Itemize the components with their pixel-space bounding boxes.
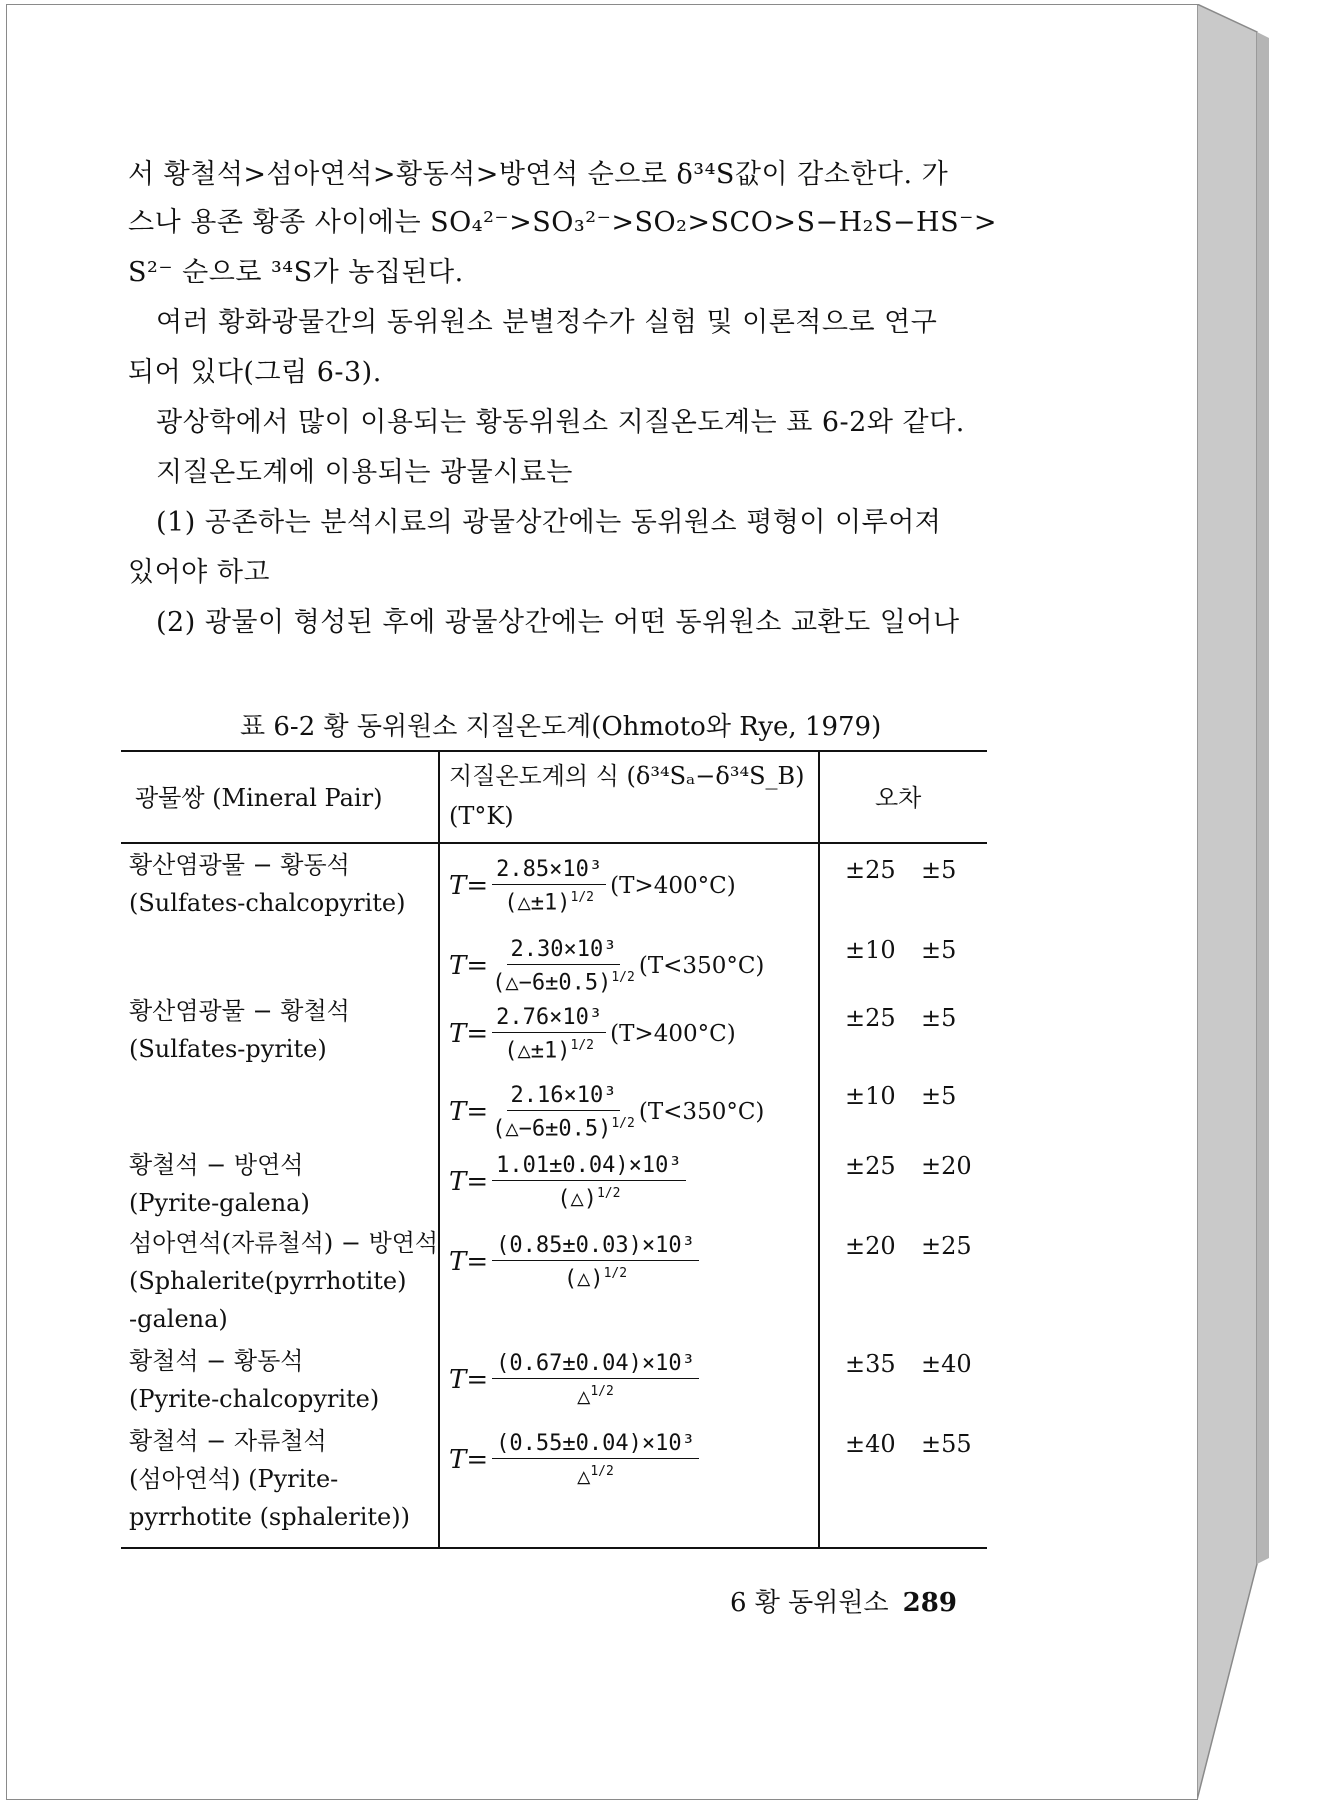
geothermometer-table bbox=[121, 750, 987, 1549]
geothermometer-formula: T= $\frac{\text{(0.55±0.04)×10³}}{\triangle^{1/2}}$ bbox=[449, 1430, 701, 1490]
paragraph-line: (1) 공존하는 분석시료의 광물상간에는 동위원소 평형이 이루어져 bbox=[156, 507, 942, 538]
paragraph-line: 있어야 하고 bbox=[128, 557, 270, 588]
mineral-pair-name: 황철석 − 자류철석 (섬아연석) (Pyrite- pyrrhotite (sphalerite)) bbox=[129, 1427, 410, 1531]
mineral-pair-name: 황철석 − 황동석 (Pyrite-chalcopyrite) bbox=[129, 1347, 380, 1413]
paragraph-line: 서 황철석>섬아연석>황동석>방연석 순으로 δ³⁴S값이 감소한다. 가 bbox=[128, 159, 949, 190]
geothermometer-formula: T= $\frac{\text{1.01±0.04)×10³}}{(\triangle)^{1/2}}$ bbox=[449, 1152, 688, 1212]
page-edge-graphic bbox=[1197, 4, 1269, 1800]
mineral-pair-name: 황철석 − 방연석 (Pyrite-galena) bbox=[129, 1151, 310, 1217]
paragraph-line: 광상학에서 많이 이용되는 황동위원소 지질온도계는 표 6-2와 같다. bbox=[156, 407, 965, 438]
mineral-pair-name: 섬아연석(자류철석) − 방연석 (Sphalerite(pyrrhotite) -galena) bbox=[129, 1229, 439, 1333]
column-divider bbox=[818, 752, 820, 1547]
paragraph-line: 스나 용존 황종 사이에는 SO₄²⁻>SO₃²⁻>SO₂>SCO>S−H₂S−HS⁻> bbox=[128, 207, 997, 238]
error-value: ±40 bbox=[921, 1350, 972, 1378]
error-value: ±5 bbox=[921, 1082, 957, 1110]
header-formula-unit: (T°K) bbox=[449, 802, 514, 830]
header-formula: 지질온도계의 식 (δ³⁴Sₐ−δ³⁴S_B) bbox=[449, 762, 805, 790]
page-footer bbox=[730, 1582, 957, 1619]
error-value: ±35 bbox=[845, 1350, 896, 1378]
error-value: ±40 bbox=[845, 1430, 896, 1458]
page-edge-stack bbox=[1197, 4, 1269, 1800]
error-value: ±25 bbox=[921, 1232, 972, 1260]
paragraph-line: 지질온도계에 이용되는 광물시료는 bbox=[156, 457, 573, 488]
error-value: ±5 bbox=[921, 1004, 957, 1032]
error-value: ±55 bbox=[921, 1430, 972, 1458]
geothermometer-formula: T= $\frac{\text{(0.85±0.03)×10³}}{(\triangle)^{1/2}}$ bbox=[449, 1232, 701, 1292]
geothermometer-formula: T= $\frac{\text{2.76×10³}}{(\triangle\pm 1)^{1/2}}$ (T>400°C) bbox=[449, 1005, 736, 1064]
header-mineral-pair: 광물쌍 (Mineral Pair) bbox=[135, 784, 383, 812]
error-value: ±25 bbox=[845, 856, 896, 884]
error-value: ±5 bbox=[921, 936, 957, 964]
error-value: ±10 bbox=[845, 1082, 896, 1110]
table-caption: 표 6-2 황 동위원소 지질온도계(Ohmoto와 Rye, 1979) bbox=[240, 712, 882, 742]
mineral-pair-name: 황산염광물 − 황철석 (Sulfates-pyrite) bbox=[129, 997, 350, 1063]
error-value: ±20 bbox=[921, 1152, 972, 1180]
geothermometer-formula: T= $\frac{\text{(0.67±0.04)×10³}}{\triangle^{1/2}}$ bbox=[449, 1350, 701, 1410]
geothermometer-formula: T= $\frac{\text{2.16×10³}}{(\triangle-6\pm 0.5)^{1/2}}$ (T<350°C) bbox=[449, 1083, 765, 1142]
page-number: 289 bbox=[902, 1588, 957, 1618]
error-value: ±20 bbox=[845, 1232, 896, 1260]
geothermometer-formula: T= $\frac{\text{2.30×10³}}{(\triangle-6\pm 0.5)^{1/2}}$ (T<350°C) bbox=[449, 937, 765, 996]
error-value: ±25 bbox=[845, 1152, 896, 1180]
paragraph-line: (2) 광물이 형성된 후에 광물상간에는 어떤 동위원소 교환도 일어나 bbox=[156, 607, 960, 638]
paragraph-line: 되어 있다(그림 6-3). bbox=[128, 357, 382, 388]
chapter-title: 6 황 동위원소 bbox=[730, 1588, 889, 1618]
error-value: ±10 bbox=[845, 936, 896, 964]
paragraph-line: S²⁻ 순으로 ³⁴S가 농집된다. bbox=[128, 257, 464, 288]
header-error: 오차 bbox=[875, 784, 922, 812]
header-divider bbox=[121, 842, 987, 844]
error-value: ±5 bbox=[921, 856, 957, 884]
geothermometer-formula: T= $\frac{\text{2.85×10³}}{(\triangle\pm 1)^{1/2}}$ (T>400°C) bbox=[449, 857, 736, 916]
paragraph-line: 여러 황화광물간의 동위원소 분별정수가 실험 및 이론적으로 연구 bbox=[156, 307, 938, 338]
column-divider bbox=[438, 752, 440, 1547]
mineral-pair-name: 황산염광물 − 황동석 (Sulfates-chalcopyrite) bbox=[129, 851, 406, 917]
error-value: ±25 bbox=[845, 1004, 896, 1032]
